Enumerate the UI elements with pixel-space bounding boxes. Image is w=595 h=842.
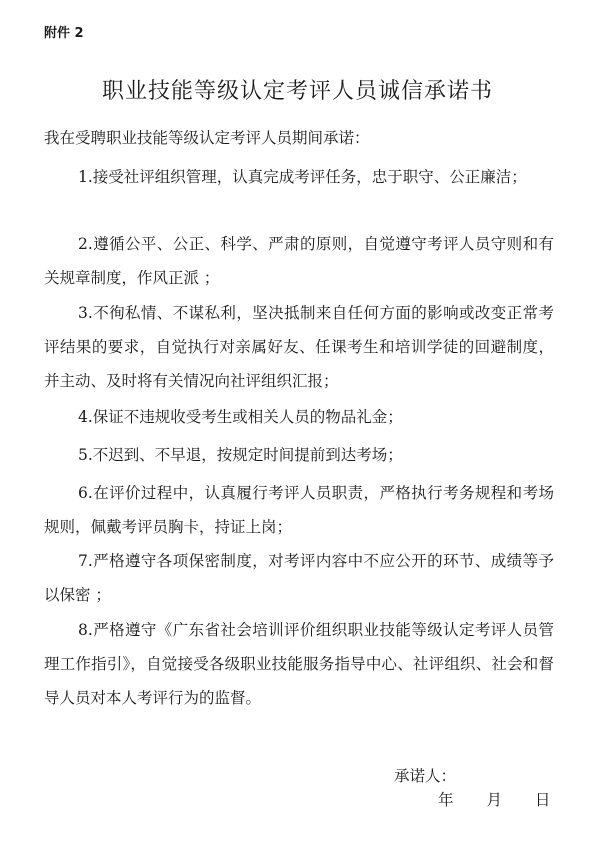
document-title: 职业技能等级认定考评人员诚信承诺书	[101, 79, 493, 104]
pledge-item-5: 5.不迟到、不早退，按规定时间提前到达考场；	[78, 446, 403, 464]
pledge-item-2: 2.遵循公平、公正、科学、严肃的原则，自觉遵守考评人员守则和有关规章制度，作风正派 ；	[44, 235, 554, 287]
day-label: 日	[534, 791, 551, 809]
pledge-item-6: 6.在评价过程中，认真履行考评人员职责，严格执行考务规程和考场规则，佩戴考评员胸卡，持证上岗；	[44, 484, 554, 536]
attachment-label: 附件 2	[44, 26, 84, 41]
pledge-item-1: 1.接受社评组织管理，认真完成考评任务，忠于职守、公正廉洁；	[78, 168, 527, 186]
pledge-item-7: 7.严格遵守各项保密制度，对考评内容中不应公开的环节、成绩等予以保密 ；	[44, 552, 554, 604]
pledge-item-8: 8.严格遵守《广东省社会培训评价组织职业技能等级认定考评人员管理工作指引》，自觉接受各级职业技能服务指导中心、社评组织、社会和督导人员对本人考评行为的监督。	[44, 621, 554, 707]
signer-label: 承诺人：	[394, 767, 457, 785]
month-label: 月	[486, 791, 502, 809]
pledge-item-4: 4.保证不违规收受考生或相关人员的物品礼金；	[78, 408, 403, 426]
date-line	[438, 788, 578, 810]
intro-line: 我在受聘职业技能等级认定考评人员期间承诺：	[44, 129, 370, 147]
pledge-item-3: 3.不徇私情、不谋私利，坚决抵制来自任何方面的影响或改变正常考评结果的要求，自觉执行对亲属好友、任课考生和培训学徒的回避制度，并主动、及时将有关情况向社评组织汇报；	[44, 304, 554, 390]
year-label: 年	[438, 791, 454, 809]
